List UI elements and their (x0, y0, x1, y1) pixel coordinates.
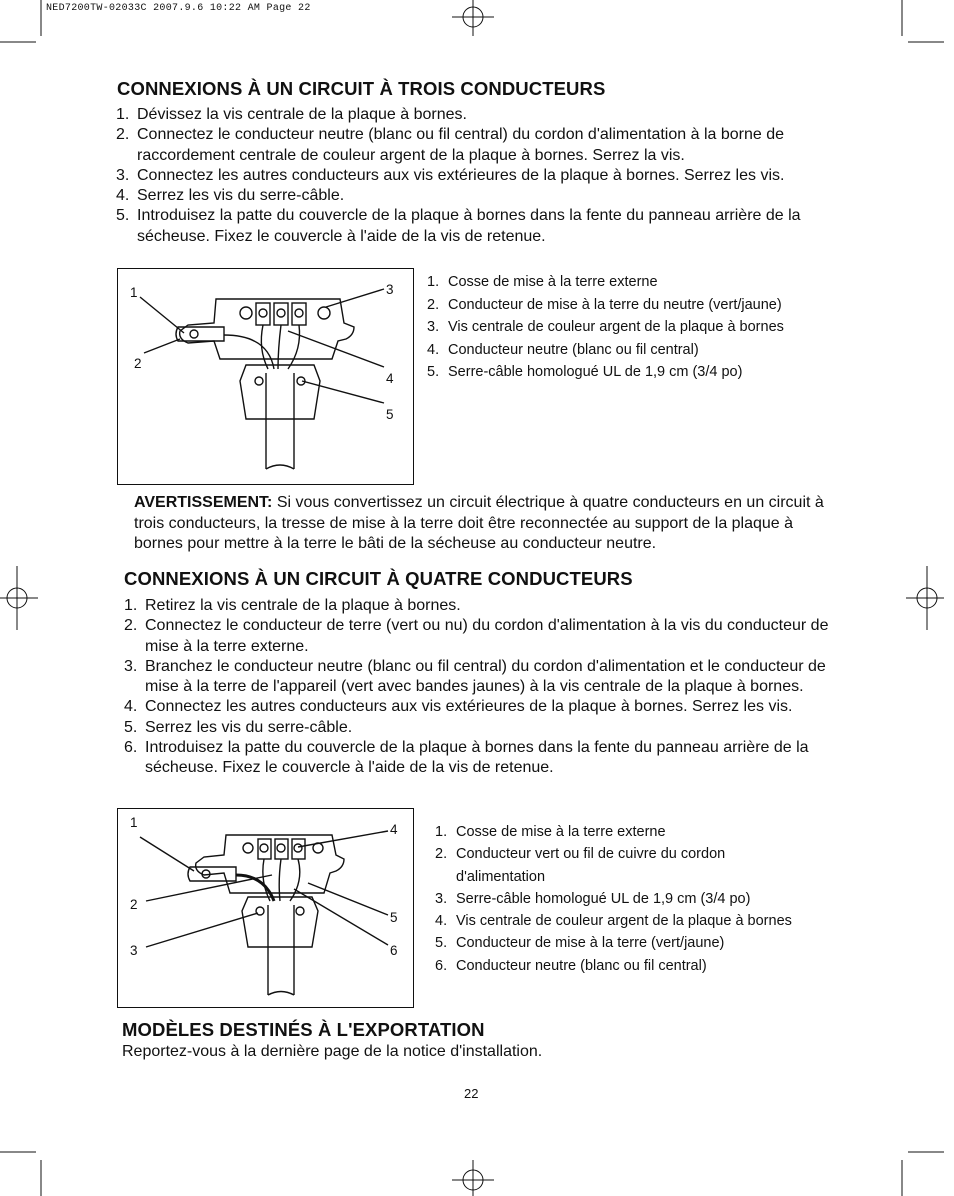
warning-text: Si vous convertissez un circuit électrique à quatre conducteurs en un circuit à trois conducteurs, la tresse de mise à la terre doit être reconnectée au support de la plaque à bornes pour mettre à la terre le bâti de la sécheuse au conducteur neutre. (134, 494, 824, 552)
step-item: 6. Introduisez la patte du couvercle de la plaque à bornes dans la fente du panneau arrière de la sécheuse. Fixez le couvercle à l'aide de la vis de retenue. (124, 739, 809, 777)
section-title-three-wire: CONNEXIONS À UN CIRCUIT À TROIS CONDUCTEURS (117, 78, 606, 99)
legend-item: 1. Cosse de mise à la terre externe (435, 824, 666, 840)
step-item: 4. Connectez les autres conducteurs aux vis extérieures de la plaque à bornes. Serrez les vis. (124, 698, 793, 716)
section-title-export-models: MODÈLES DESTINÉS À L'EXPORTATION (122, 1019, 485, 1040)
step-item: 3. Connectez les autres conducteurs aux vis extérieures de la plaque à bornes. Serrez les vis. (116, 166, 785, 184)
figure-callout: 1 (130, 815, 138, 830)
legend-item: 5. Serre-câble homologué UL de 1,9 cm (3/4 po) (427, 364, 743, 380)
export-models-text: Reportez-vous à la dernière page de la notice d'installation. (122, 1043, 543, 1060)
terminal-block-diagram-three-wire (117, 268, 414, 485)
legend-item: 6. Conducteur neutre (blanc ou fil central) (435, 957, 707, 974)
legend-item: 5. Conducteur de mise à la terre (vert/jaune) (435, 935, 725, 952)
figure-callout: 4 (386, 371, 394, 386)
figure-callout: 1 (130, 285, 138, 300)
legend-four-wire (435, 821, 805, 977)
figure-callout: 4 (390, 822, 398, 837)
legend-three-wire (427, 271, 827, 384)
warning-paragraph (134, 493, 834, 555)
legend-item: 4. Conducteur neutre (blanc ou fil central) (427, 341, 699, 358)
legend-item: 2. Conducteur vert ou fil de cuivre du cordon d'alimentation (435, 846, 726, 885)
steps-three-wire (116, 105, 836, 247)
figure-callout: 3 (130, 943, 138, 958)
figure-callout: 2 (134, 356, 142, 371)
page-number: 22 (464, 1086, 479, 1101)
print-slug: NED7200TW-02033C 2007.9.6 10:22 AM Page 22 (46, 3, 311, 14)
terminal-block-diagram-four-wire (117, 808, 414, 1008)
figure-callout: 2 (130, 897, 138, 912)
step-item: 2. Connectez le conducteur de terre (vert ou nu) du cordon d'alimentation à la vis du conducteur de mise à la terre externe. (124, 617, 829, 655)
step-item: 1. Dévissez la vis centrale de la plaque à bornes. (116, 106, 467, 123)
legend-item: 1. Cosse de mise à la terre externe (427, 274, 658, 290)
step-item: 4. Serrez les vis du serre-câble. (116, 187, 345, 205)
step-item: 5. Serrez les vis du serre-câble. (124, 718, 353, 736)
step-item: 1. Retirez la vis centrale de la plaque à bornes. (124, 597, 461, 614)
warning-label: AVERTISSEMENT: (134, 494, 273, 511)
steps-four-wire (124, 596, 836, 779)
figure-callout: 6 (390, 943, 398, 958)
step-item: 2. Connectez le conducteur neutre (blanc ou fil central) du cordon d'alimentation à la borne de raccordement centrale de couleur argent de la plaque à bornes. Serrez la vis. (116, 126, 785, 164)
legend-item: 4. Vis centrale de couleur argent de la plaque à bornes (435, 913, 792, 930)
legend-item: 2. Conducteur de mise à la terre du neutre (vert/jaune) (427, 296, 782, 313)
legend-item: 3. Vis centrale de couleur argent de la plaque à bornes (427, 319, 784, 335)
figure-callout: 5 (390, 910, 398, 925)
legend-item: 3. Serre-câble homologué UL de 1,9 cm (3/4 po) (435, 890, 751, 907)
step-item: 3. Branchez le conducteur neutre (blanc ou fil central) du cordon d'alimentation et le conducteur de mise à la terre de l'appareil (vert avec bandes jaunes) à la vis centrale de la plaque à bornes. (124, 657, 826, 696)
figure-callout: 5 (386, 407, 394, 422)
step-item: 5. Introduisez la patte du couvercle de la plaque à bornes dans la fente du panneau arrière de la sécheuse. Fixez le couvercle à l'aide de la vis de retenue. (116, 207, 801, 245)
section-title-four-wire: CONNEXIONS À UN CIRCUIT À QUATRE CONDUCTEURS (124, 568, 633, 589)
figure-callout: 3 (386, 282, 394, 297)
